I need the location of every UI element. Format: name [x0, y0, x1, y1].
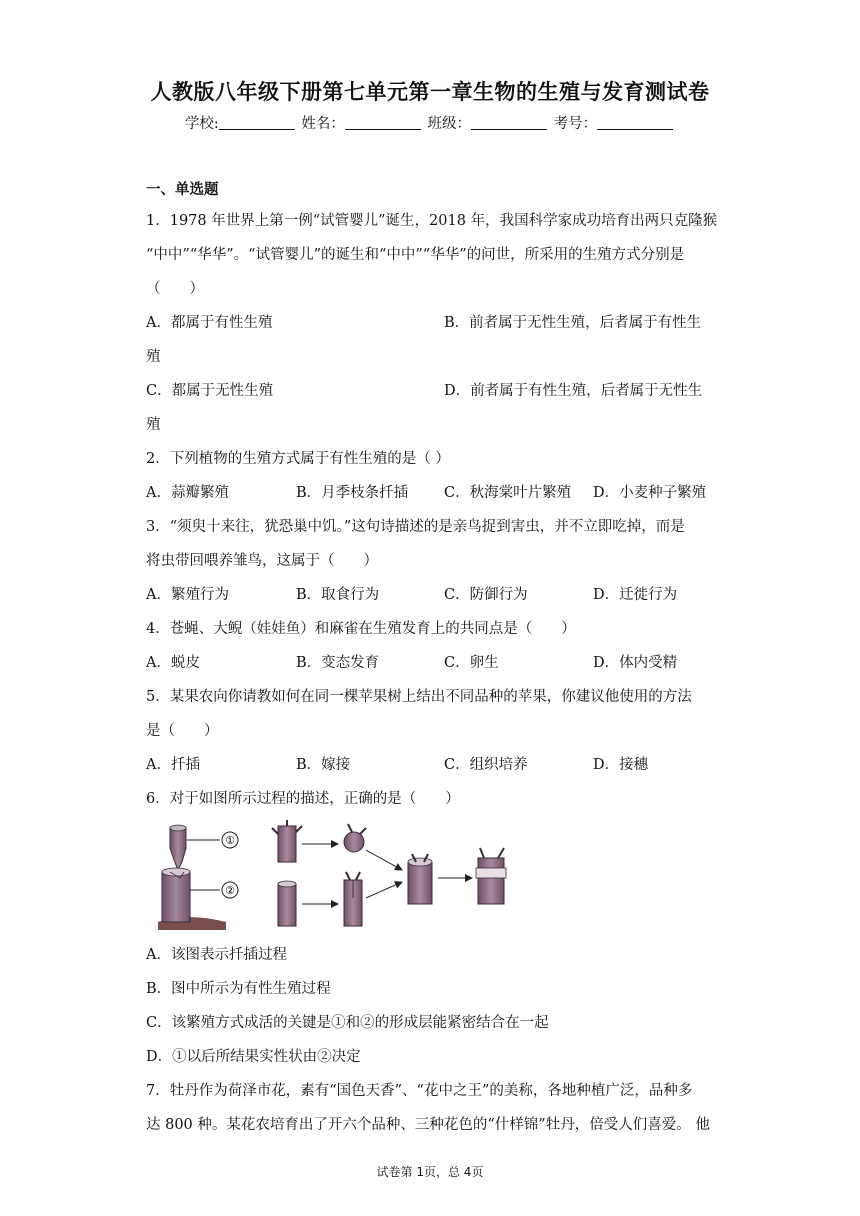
question-text: 4．苍蝇、大鲵（娃娃鱼）和麻雀在生殖发育上的共同点是（ ）: [146, 621, 576, 637]
question-text: 7．牡丹作为荷泽市花，素有“国色天香”、“花中之王”的美称，各地种植广泛，品种多: [146, 1083, 693, 1099]
question-text: 是（ ）: [146, 723, 219, 739]
option-c[interactable]: C．防御行为: [444, 587, 528, 603]
stock-stem-icon: [278, 881, 296, 926]
scion-icon: [170, 825, 186, 870]
option-b[interactable]: B．取食行为: [296, 587, 380, 603]
option-b[interactable]: B．嫁接: [296, 757, 351, 773]
class-label: 班级：: [427, 116, 471, 132]
question-5: [146, 680, 716, 782]
section-title: 一、单选题: [146, 182, 219, 198]
question-text: 6．对于如图所示过程的描述，正确的是（ ）: [146, 791, 460, 807]
rootstock-icon: [158, 868, 226, 930]
option-d[interactable]: D．①以后所结果实性状由②决定: [146, 1049, 361, 1065]
bound-graft-icon: [476, 848, 506, 904]
question-text: 2．下列植物的生殖方式属于有性生殖的是（ ）: [146, 451, 450, 467]
option-row: [146, 476, 716, 510]
question-2: [146, 442, 716, 510]
option-row: [146, 646, 716, 680]
question-list: [146, 204, 716, 1142]
question-text: “中中”“华华”。“试管婴儿”的诞生和“中中”“华华”的问世，所采用的生殖方式分别是: [146, 247, 685, 263]
joined-graft-icon: [408, 854, 432, 904]
label-1: ①: [225, 834, 235, 847]
exam-number-blank[interactable]: [597, 115, 673, 130]
option-c[interactable]: C．都属于无性生殖: [146, 383, 274, 399]
slit-stock-icon: [344, 872, 362, 926]
option-a[interactable]: A．繁殖行为: [146, 587, 229, 603]
question-6: [146, 782, 716, 1074]
option-b[interactable]: B．月季枝条扦插: [296, 485, 409, 501]
option-row: [146, 306, 716, 340]
option-b[interactable]: B．变态发育: [296, 655, 380, 671]
page-footer: 试卷第 1页，总 4页: [376, 1165, 484, 1179]
option-b[interactable]: B．前者属于无性生殖，后者属于有性生: [444, 315, 702, 331]
name-blank[interactable]: [345, 115, 421, 130]
option-b[interactable]: B．图中所示为有性生殖过程: [146, 981, 331, 997]
option-d-continued: 殖: [146, 417, 161, 433]
stem-with-buds-icon: [272, 820, 302, 862]
exam-title: 人教版八年级下册第七单元第一章生物的生殖与发育测试卷: [150, 80, 710, 104]
school-blank[interactable]: [219, 115, 295, 130]
cut-scion-icon: [344, 824, 366, 852]
question-4: [146, 612, 716, 680]
class-blank[interactable]: [471, 115, 547, 130]
option-c[interactable]: C．该繁殖方式成活的关键是①和②的形成层能紧密结合在一起: [146, 1015, 549, 1031]
student-info-line: [0, 112, 860, 133]
option-a[interactable]: A．该图表示扦插过程: [146, 947, 287, 963]
option-a[interactable]: A．蜕皮: [146, 655, 200, 671]
question-text: 1．1978 年世界上第一例“试管婴儿”诞生，2018 年，我国科学家成功培育出两只克隆猴: [146, 213, 718, 229]
option-row: [146, 578, 716, 612]
option-row: [146, 748, 716, 782]
grafting-diagram: [156, 818, 516, 936]
option-b-continued: 殖: [146, 349, 161, 365]
option-c[interactable]: C．组织培养: [444, 757, 528, 773]
question-text: 将虫带回喂养雏鸟，这属于（ ）: [146, 553, 378, 569]
grafting-figure: [146, 816, 716, 938]
option-a[interactable]: A．蒜瓣繁殖: [146, 485, 229, 501]
exam-number-label: 考号：: [553, 116, 598, 132]
option-d[interactable]: D．体内受精: [593, 655, 678, 671]
option-d[interactable]: D．小麦种子繁殖: [593, 485, 707, 501]
option-d[interactable]: D．迁徙行为: [593, 587, 678, 603]
option-c[interactable]: C．卵生: [444, 655, 499, 671]
question-3: [146, 510, 716, 612]
option-a[interactable]: A．都属于有性生殖: [146, 315, 273, 331]
option-row: [146, 374, 716, 408]
name-label: 姓名：: [301, 116, 345, 132]
option-c[interactable]: C．秋海棠叶片繁殖: [444, 485, 572, 501]
school-label: 学校:: [184, 116, 219, 132]
question-7: [146, 1074, 716, 1142]
question-text: 5．某果农向你请教如何在同一棵苹果树上结出不同品种的苹果，你建议他使用的方法: [146, 689, 692, 705]
question-text: 3．“须臾十来往，犹恐巢中饥。”这句诗描述的是亲鸟捉到害虫，并不立即吃掉，而是: [146, 519, 685, 535]
question-1: [146, 204, 716, 442]
option-a[interactable]: A．扦插: [146, 757, 200, 773]
option-d[interactable]: D．接穗: [593, 757, 649, 773]
label-2: ②: [225, 884, 235, 897]
question-text: （ ）: [146, 281, 204, 297]
option-d[interactable]: D．前者属于有性生殖，后者属于无性生: [444, 383, 703, 399]
question-text: 达 800 种。某花农培育出了开六个品种、三种花色的“什样锦”牡丹，倍受人们喜爱。 他: [146, 1117, 710, 1133]
